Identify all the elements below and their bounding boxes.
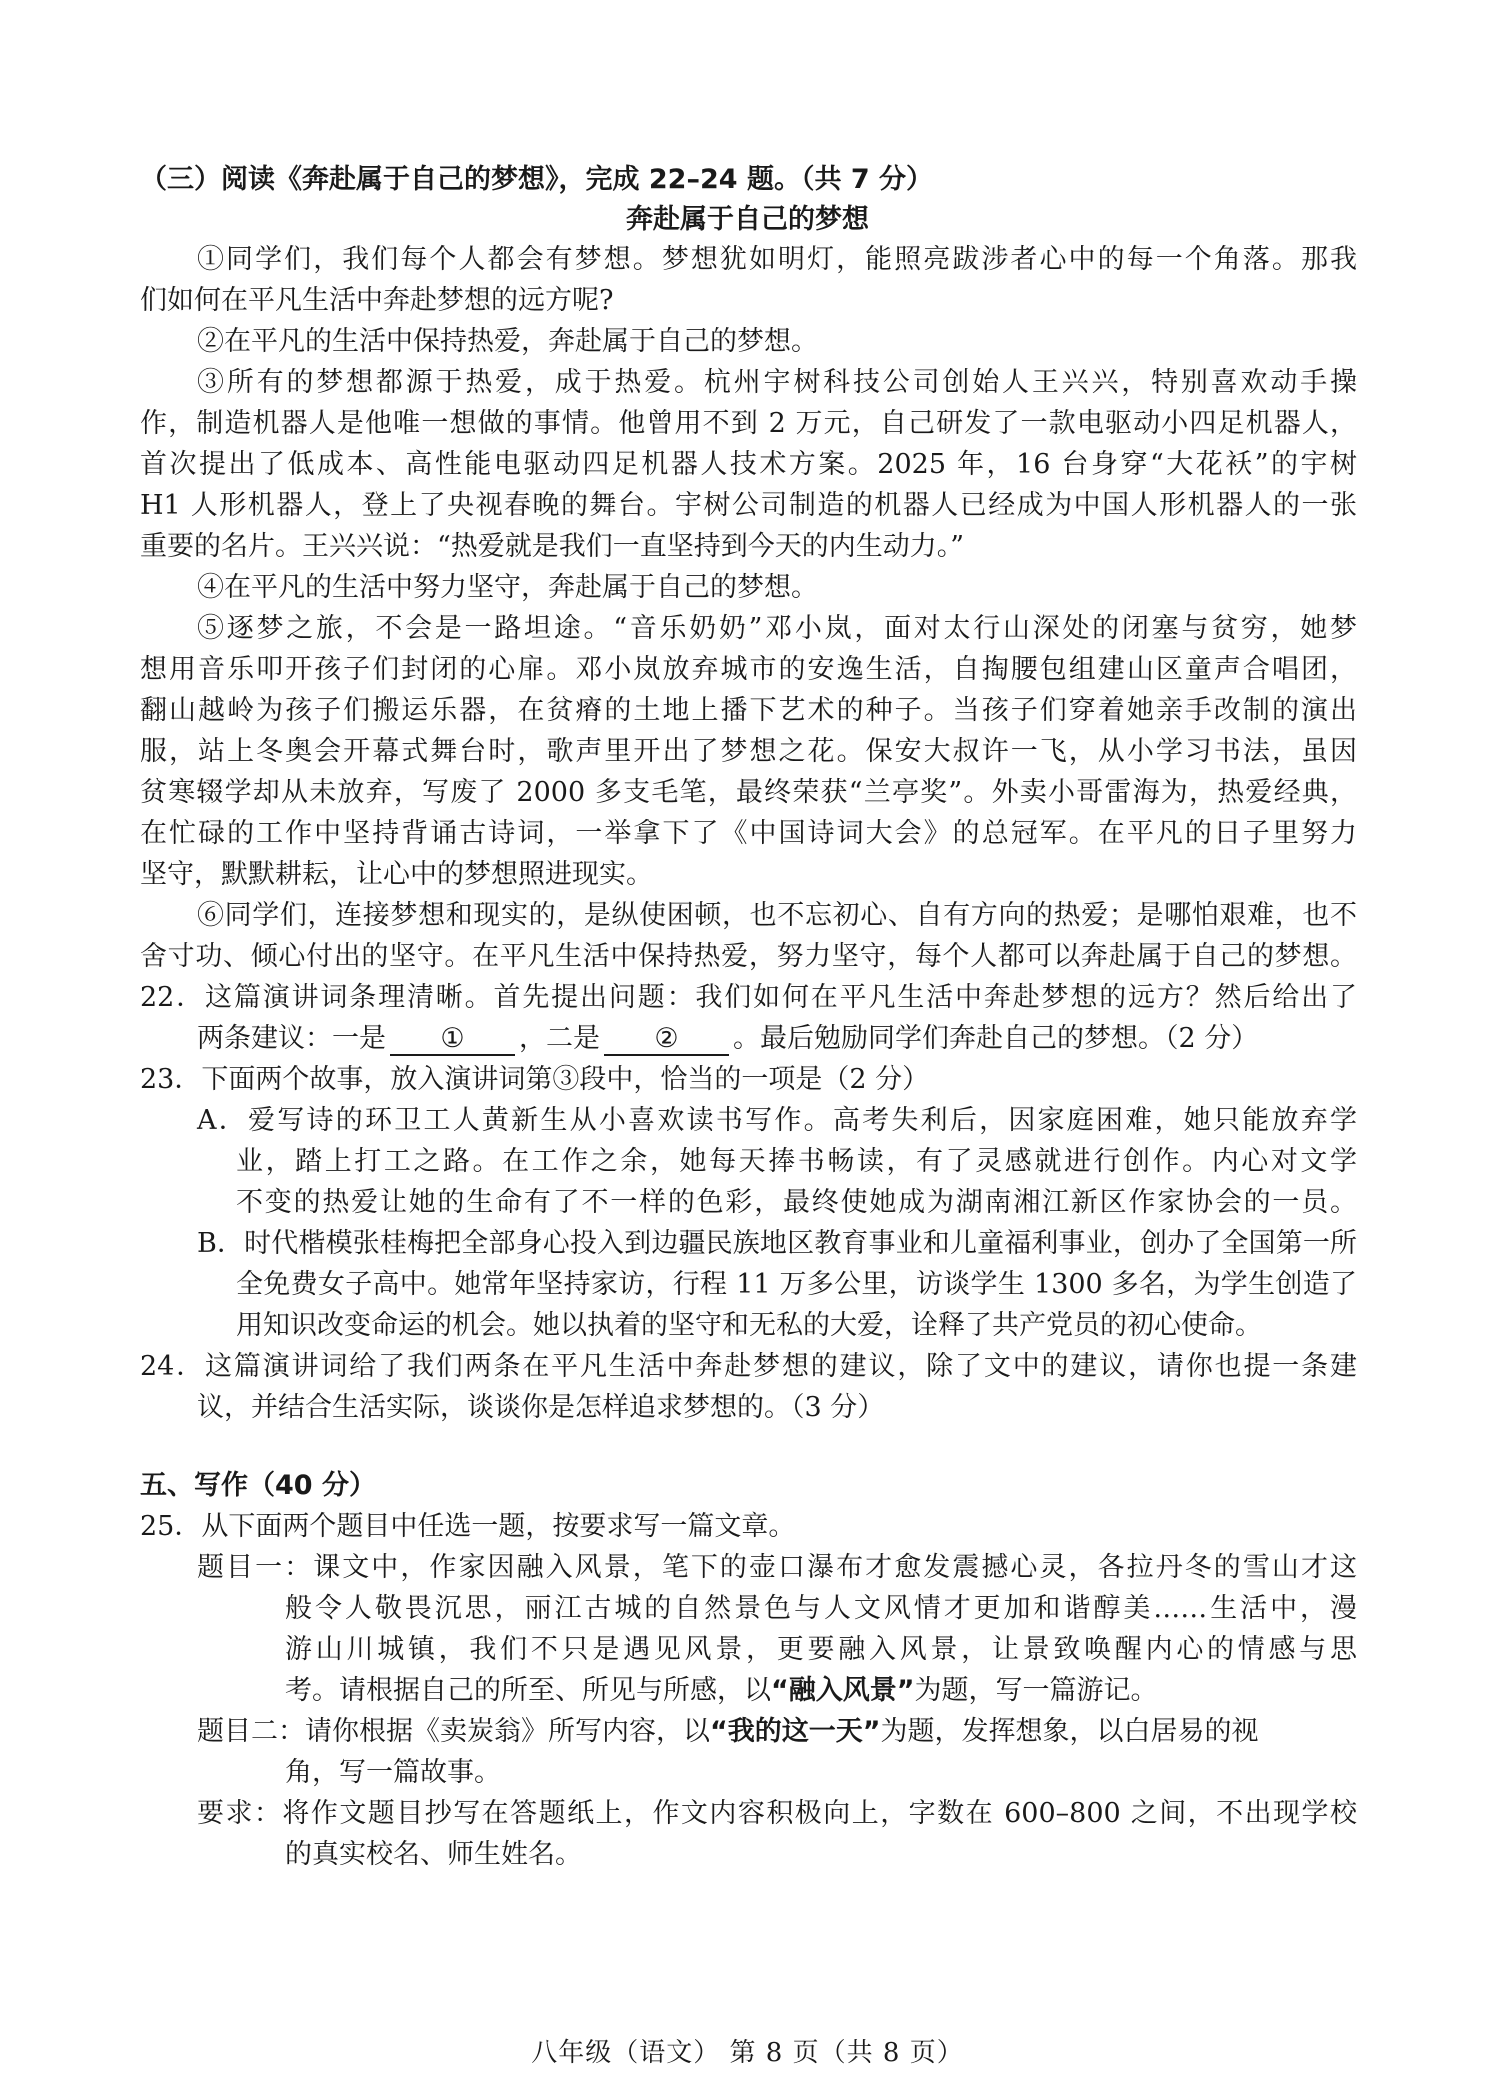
answer-blank-2[interactable]: ② [604, 1024, 729, 1056]
answer-blank-1[interactable]: ① [390, 1024, 515, 1056]
section-3-heading: （三）阅读《奔赴属于自己的梦想》，完成 22–24 题。（共 7 分） [140, 164, 934, 195]
paragraph-3-line-3: 首次提出了低成本、高性能电驱动四足机器人技术方案。2025 年，16 台身穿“大花袄”的宇树 [140, 449, 1357, 480]
requirement-line-1: 要求：将作文题目抄写在答题纸上，作文内容积极向上，字数在 600–800 之间，不出现学校 [197, 1798, 1357, 1829]
topic-1-title: “融入风景” [771, 1675, 915, 1706]
question-22-line-2 [197, 1019, 1258, 1059]
paragraph-5-line-4: 服，站上冬奥会开幕式舞台时，歌声里开出了梦想之花。保安大叔许一飞，从小学习书法，虽因 [140, 736, 1357, 767]
option-a-line-1[interactable]: A．爱写诗的环卫工人黄新生从小喜欢读书写作。高考失利后，因家庭困难，她只能放弃学 [197, 1105, 1357, 1136]
paragraph-5-line-1: ⑤逐梦之旅，不会是一路坦途。“音乐奶奶”邓小岚，面对太行山深处的闭塞与贫穷，她梦 [197, 613, 1357, 644]
paragraph-5-line-7: 坚守，默默耕耘，让心中的梦想照进现实。 [140, 859, 653, 890]
paragraph-3-line-4: H1 人形机器人，登上了央视春晚的舞台。宇树公司制造的机器人已经成为中国人形机器人的一张 [140, 490, 1357, 521]
option-a-line-3: 不变的热爱让她的生命有了不一样的色彩，最终使她成为湖南湘江新区作家协会的一员。 [236, 1187, 1357, 1218]
paragraph-2: ②在平凡的生活中保持热爱，奔赴属于自己的梦想。 [197, 326, 818, 357]
paragraph-1-line-1: ①同学们，我们每个人都会有梦想。梦想犹如明灯，能照亮跋涉者心中的每一个角落。那我 [197, 244, 1357, 275]
topic-2-pre: 题目二：请你根据《卖炭翁》所写内容，以 [197, 1716, 710, 1747]
article-title: 奔赴属于自己的梦想 [626, 204, 869, 235]
paragraph-4: ④在平凡的生活中努力坚守，奔赴属于自己的梦想。 [197, 572, 818, 603]
paragraph-5-line-6: 在忙碌的工作中坚持背诵古诗词，一举拿下了《中国诗词大会》的总冠军。在平凡的日子里努力 [140, 818, 1357, 849]
paragraph-6-line-2: 舍寸功、倾心付出的坚守。在平凡生活中保持热爱，努力坚守，每个人都可以奔赴属于自己的梦想。 [140, 941, 1357, 972]
question-24-line-2: 议，并结合生活实际，谈谈你是怎样追求梦想的。（3 分） [197, 1392, 885, 1423]
paragraph-3-line-5: 重要的名片。王兴兴说：“热爱就是我们一直坚持到今天的内生动力。” [140, 531, 965, 562]
topic-1-last-pre: 考。请根据自己的所至、所见与所感，以 [285, 1675, 771, 1706]
option-b-line-3: 用知识改变命运的机会。她以执着的坚守和无私的大爱，诠释了共产党员的初心使命。 [236, 1310, 1262, 1341]
paragraph-5-line-3: 翻山越岭为孩子们搬运乐器，在贫瘠的土地上播下艺术的种子。当孩子们穿着她亲手改制的演出 [140, 695, 1357, 726]
paragraph-3-line-1: ③所有的梦想都源于热爱，成于热爱。杭州宇树科技公司创始人王兴兴，特别喜欢动手操 [197, 367, 1357, 398]
question-22-line-1: 22．这篇演讲词条理清晰。首先提出问题：我们如何在平凡生活中奔赴梦想的远方？然后给出了 [140, 982, 1357, 1013]
topic-1-last-post: 为题，写一篇游记。 [914, 1675, 1158, 1706]
topic-1-line-1: 题目一：课文中，作家因融入风景，笔下的壶口瀑布才愈发震撼心灵，各拉丹冬的雪山才这 [197, 1552, 1357, 1583]
requirement-line-2: 的真实校名、师生姓名。 [285, 1839, 582, 1870]
paragraph-3-line-2: 作，制造机器人是他唯一想做的事情。他曾用不到 2 万元，自己研发了一款电驱动小四足机器人， [140, 408, 1357, 439]
question-22-post: 。最后勉励同学们奔赴自己的梦想。（2 分） [733, 1023, 1259, 1054]
option-b-line-1[interactable]: B．时代楷模张桂梅把全部身心投入到边疆民族地区教育事业和儿童福利事业，创办了全国第一所 [197, 1228, 1357, 1259]
topic-2-post: 为题，发挥想象，以白居易的视 [880, 1716, 1259, 1747]
paragraph-6-line-1: ⑥同学们，连接梦想和现实的，是纵使困顿，也不忘初心、自有方向的热爱；是哪怕艰难，也不 [197, 900, 1357, 931]
option-a-line-2: 业，踏上打工之路。在工作之余，她每天捧书畅读，有了灵感就进行创作。内心对文学 [236, 1146, 1357, 1177]
paragraph-5-line-2: 想用音乐叩开孩子们封闭的心扉。邓小岚放弃城市的安逸生活，自掏腰包组建山区童声合唱团， [140, 654, 1357, 685]
question-24-line-1: 24．这篇演讲词给了我们两条在平凡生活中奔赴梦想的建议，除了文中的建议，请你也提一条建 [140, 1351, 1357, 1382]
question-22-pre: 两条建议：一是 [197, 1023, 386, 1054]
topic-1-line-2: 般令人敬畏沉思，丽江古城的自然景色与人文风情才更加和谐醇美……生活中，漫 [285, 1593, 1357, 1624]
topic-2-line-2: 角，写一篇故事。 [285, 1757, 501, 1788]
paragraph-5-line-5: 贫寒辍学却从未放弃，写废了 2000 多支毛笔，最终荣获“兰亭奖”。外卖小哥雷海为，热爱经典， [140, 777, 1357, 808]
paragraph-1-line-2: 们如何在平凡生活中奔赴梦想的远方呢? [140, 285, 614, 316]
option-b-line-2: 全免费女子高中。她常年坚持家访，行程 11 万多公里，访谈学生 1300 多名，为学生创造了 [236, 1269, 1357, 1300]
topic-2-title: “我的这一天” [710, 1716, 881, 1747]
page-footer: 八年级（语文） 第 8 页（共 8 页） [531, 2038, 964, 2068]
topic-2-line-1 [197, 1712, 1259, 1752]
question-22-mid: ，二是 [519, 1023, 600, 1054]
topic-1-line-3: 游山川城镇，我们不只是遇见风景，更要融入风景，让景致唤醒内心的情感与思 [285, 1634, 1357, 1665]
question-23-stem: 23．下面两个故事，放入演讲词第③段中，恰当的一项是（2 分） [140, 1064, 930, 1095]
question-25-stem: 25．从下面两个题目中任选一题，按要求写一篇文章。 [140, 1511, 796, 1542]
topic-1-line-4 [285, 1671, 1158, 1711]
section-5-heading: 五、写作（40 分） [140, 1470, 376, 1501]
